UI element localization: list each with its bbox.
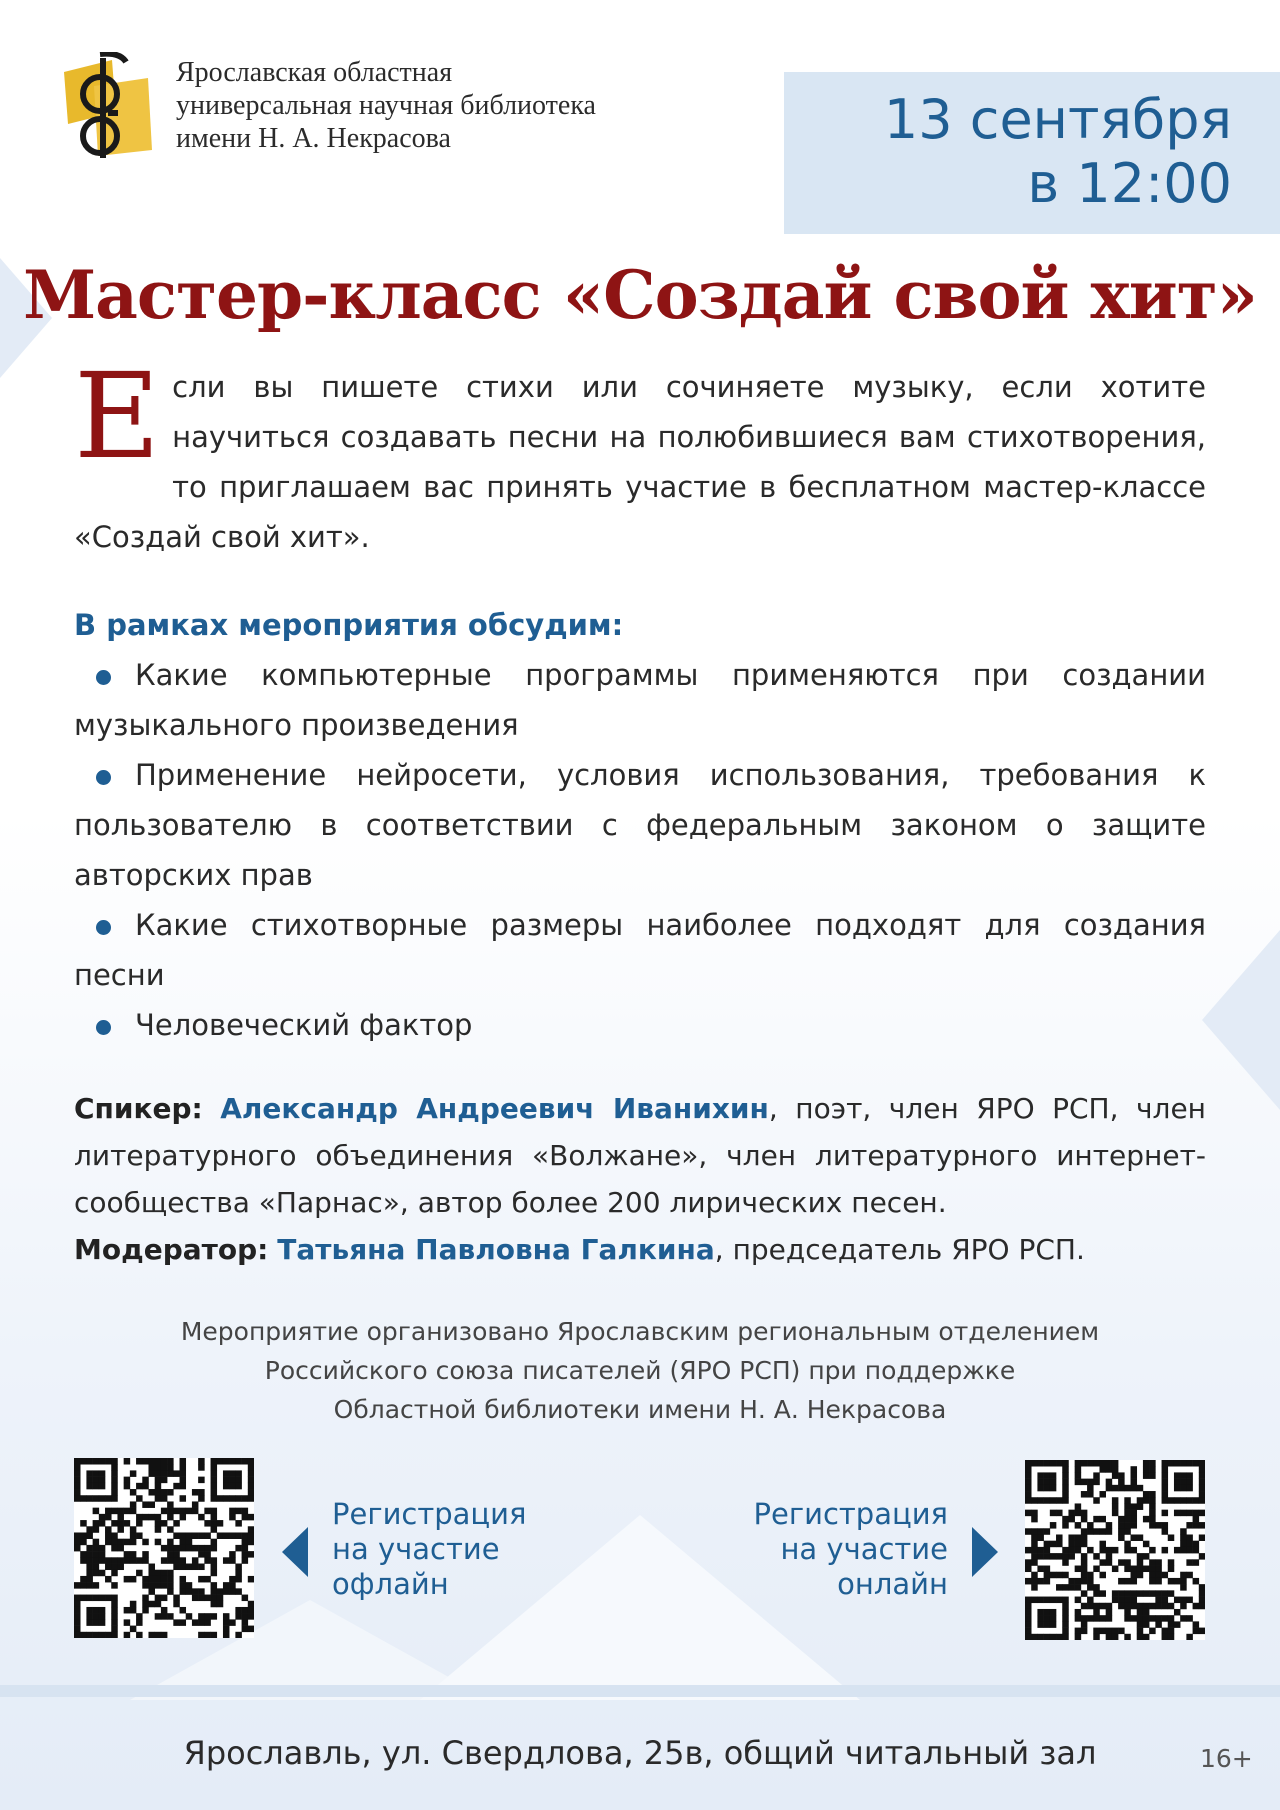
agenda-list	[74, 650, 1206, 1050]
event-time: в 12:00	[1027, 152, 1232, 215]
registration-offline-line: на участие	[332, 1532, 500, 1566]
speaker-paragraph	[74, 1085, 1206, 1226]
event-title: Мастер-класс «Создай свой хит»	[23, 256, 1257, 334]
registration-online-line: на участие	[780, 1532, 948, 1566]
event-address: Ярославль, ул. Свердлова, 25в, общий читальный зал	[183, 1734, 1097, 1772]
registration-offline-line: офлайн	[332, 1567, 449, 1601]
agenda-item	[74, 750, 1206, 900]
qr-code-offline-icon[interactable]	[74, 1458, 254, 1638]
agenda-section	[74, 600, 1206, 1050]
moderator-description: , председатель ЯРО РСП.	[714, 1233, 1085, 1266]
agenda-item	[74, 1000, 1206, 1050]
library-name-line: Ярославская областная	[176, 57, 453, 88]
bullet-icon	[96, 670, 111, 685]
agenda-item-text: Применение нейросети, условия использования, требования к пользователю в соответствии с федеральным законом о защите авторских прав	[74, 758, 1206, 892]
agenda-item-text: Какие стихотворные размеры наиболее подходят для создания песни	[74, 908, 1206, 992]
library-name	[176, 56, 596, 155]
intro-paragraph	[74, 347, 1206, 562]
event-date: 13 сентября	[883, 88, 1232, 151]
speaker-label: Спикер:	[74, 1092, 203, 1125]
intro-text: сли вы пишете стихи или сочиняете музыку, если хотите научиться создавать песни на полюбившиеся вам стихотворения, то приглашаем вас принять участие в бесплатном мастер-классе «Создай свой хит».	[74, 370, 1206, 554]
registration-online-label[interactable]	[700, 1497, 948, 1602]
speaker-description: , поэт, член ЯРО РСП, член литературного объединения «Волжане», член литературного интернет-сообщества «Парнас», автор более 200 лирических песен.	[74, 1092, 1206, 1219]
agenda-item-text: Человеческий фактор	[135, 1008, 473, 1042]
registration-online-line: Регистрация	[753, 1497, 948, 1531]
registration-offline-line: Регистрация	[332, 1497, 527, 1531]
moderator-label: Модератор:	[74, 1233, 269, 1266]
qr-code-online-icon[interactable]	[1025, 1460, 1205, 1640]
decor-triangle-right	[1202, 930, 1280, 1110]
agenda-title: В рамках мероприятия обсудим:	[74, 608, 624, 642]
library-logo-icon	[60, 52, 156, 164]
moderator-paragraph	[74, 1226, 1206, 1273]
bullet-icon	[96, 920, 111, 935]
people-section	[74, 1085, 1206, 1273]
organizer-note-line: Областной библиотеки имени Н. А. Некрасова	[333, 1395, 947, 1424]
organizer-note-line: Мероприятие организовано Ярославским региональным отделением	[180, 1317, 1100, 1346]
moderator-name: Татьяна Павловна Галкина	[277, 1233, 715, 1266]
arrow-left-icon	[282, 1527, 308, 1577]
registration-offline-label[interactable]	[332, 1497, 526, 1602]
speaker-name: Александр Андреевич Иванихин	[220, 1092, 769, 1125]
drop-cap-letter: Е	[74, 347, 161, 485]
library-name-line: имени Н. А. Некрасова	[176, 123, 451, 154]
arrow-right-icon	[972, 1527, 998, 1577]
event-date-box	[784, 72, 1280, 234]
bullet-icon	[96, 770, 111, 785]
agenda-item	[74, 900, 1206, 1000]
agenda-item	[74, 650, 1206, 750]
registration-online-line: онлайн	[837, 1567, 948, 1601]
library-name-line: универсальная научная библиотека	[176, 90, 596, 121]
organizer-note	[0, 1312, 1280, 1429]
agenda-item-text: Какие компьютерные программы применяются при создании музыкального произведения	[74, 658, 1206, 742]
bullet-icon	[96, 1020, 111, 1035]
organizer-note-line: Российского союза писателей (ЯРО РСП) при поддержке	[264, 1356, 1016, 1385]
age-rating-badge: 16+	[1200, 1744, 1253, 1773]
footer-divider	[0, 1685, 1280, 1697]
